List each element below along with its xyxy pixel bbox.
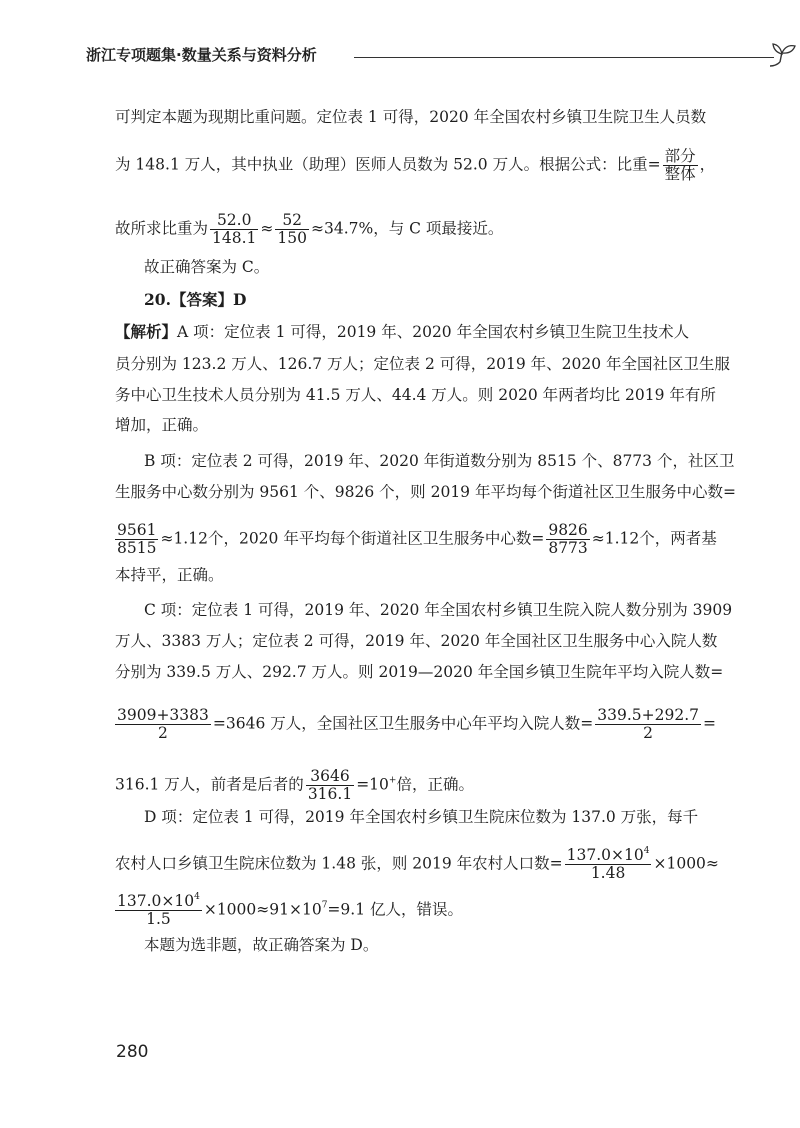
fraction-numerator: 部分 [664,147,696,165]
text-line: D 项：定位表 1 可得，2019 年全国农村乡镇卫生院床位数为 137.0 万张，每千 [144,808,699,826]
fraction-numerator: 52 [275,212,309,230]
fraction [115,893,202,928]
text-line [115,768,474,803]
text-span: ×1000≈91×10 [203,900,322,919]
fraction-denominator: 整体 [664,165,696,183]
text-span: A 项：定位表 1 可得，2019 年、2020 年全国农村乡镇卫生院卫生技术人 [177,323,690,341]
text-line [115,148,715,183]
text-line [115,847,719,882]
fraction-denominator: 150 [277,229,307,247]
text-span: ≈1.12个，两者基 [591,529,717,548]
fraction [595,707,701,742]
text-line: 分别为 339.5 万人、292.7 万人。则 2019—2020 年全国乡镇卫生院年平均入院人数= [115,663,724,681]
text-span: 农村人口乡镇卫生院床位数为 1.48 张，则 2019 年农村人口数= [115,854,563,873]
fraction-denominator: 1.48 [590,864,626,882]
text-span: 倍，正确。 [396,775,474,794]
text-line: 本题为选非题，故正确答案为 D。 [144,936,379,954]
text-line [115,707,716,742]
fraction-denominator: 2 [643,724,654,742]
text-span: 137.0×10 [566,846,644,864]
fraction-numerator [565,847,652,865]
text-span: = [702,714,716,733]
fraction-numerator [115,893,202,911]
fraction-denominator: 2 [158,724,168,742]
text-span: ×1000≈ [653,854,719,873]
text-span: 故所求比重为 [115,219,209,238]
analysis-label: 【解析】 [115,322,178,341]
text-span: =3646 万人，全国社区卫生服务中心年平均入院人数= [212,714,594,733]
running-header [86,40,720,74]
superscript: + [388,775,397,786]
fraction-denominator: 8773 [548,539,588,557]
text-span: ≈1.12个，2020 年平均每个街道社区卫生服务中心数= [160,529,545,548]
text-span: ， [699,155,716,174]
question-answer-label: 20.【答案】D [144,290,247,309]
fraction [663,148,698,183]
text-span: 316.1 万人，前者是后者的 [115,775,304,794]
text-line: B 项：定位表 2 可得，2019 年、2020 年街道数分别为 8515 个、8773 个，社区卫 [144,452,735,470]
fraction-denominator: 148.1 [212,229,257,247]
fraction [115,522,158,557]
fraction [115,707,211,742]
text-span: ≈ [260,219,274,238]
text-line: 务中心卫生技术人员分别为 41.5 万人、44.4 万人。则 2020 年两者均比 2019 年有所 [115,386,716,404]
text-line [115,212,503,247]
text-line: 增加，正确。 [115,416,209,434]
answer-line: 故正确答案为 C。 [144,258,270,276]
fraction [306,768,354,803]
text-span: =9.1 亿人，错误。 [327,900,463,919]
text-line [115,522,717,557]
superscript: 7 [321,900,328,911]
fraction [565,847,652,882]
text-line [115,893,463,928]
text-span: 为 148.1 万人，其中执业（助理）医师人员数为 52.0 万人。根据公式：比重= [115,155,661,174]
text-line: 员分别为 123.2 万人、126.7 万人；定位表 2 可得，2019 年、2020 年全国社区卫生服 [115,355,730,373]
text-span: 137.0×10 [117,892,195,910]
text-line: C 项：定位表 1 可得，2019 年、2020 年全国农村乡镇卫生院入院人数分别为 3909 [144,601,733,619]
page-number: 280 [116,1042,149,1062]
header-rule [354,57,774,58]
fraction-numerator: 3646 [306,768,354,786]
fraction-numerator: 339.5+292.7 [597,706,699,724]
text-line: 可判定本题为现期比重问题。定位表 1 可得，2020 年全国农村乡镇卫生院卫生人员数 [115,108,707,126]
text-line: 生服务中心数分别为 9561 个、9826 个，则 2019 年平均每个街道社区卫生服务中心数= [115,483,736,501]
fraction-numerator: 9561 [117,521,157,539]
fraction-numerator: 3909+3383 [117,706,209,724]
text-line [115,322,689,342]
fraction-denominator: 316.1 [307,785,353,803]
fraction [210,212,258,247]
fraction [275,212,309,247]
text-span: =10 [356,775,389,794]
text-span: ≈34.7%，与 C 项最接近。 [310,219,504,238]
fraction-numerator: 52.0 [210,212,258,230]
sprout-icon [766,40,798,70]
fraction-numerator: 9826 [548,521,588,539]
text-line: 万人、3383 万人；定位表 2 可得，2019 年、2020 年全国社区卫生服务中心入院人数 [115,632,718,650]
header-title: 浙江专项题集·数量关系与资料分析 [86,46,317,64]
superscript: 4 [194,892,200,902]
fraction [546,522,589,557]
superscript: 4 [643,846,650,856]
text-line: 本持平，正确。 [115,566,224,584]
fraction-denominator: 8515 [117,539,157,557]
fraction-denominator: 1.5 [146,910,171,928]
